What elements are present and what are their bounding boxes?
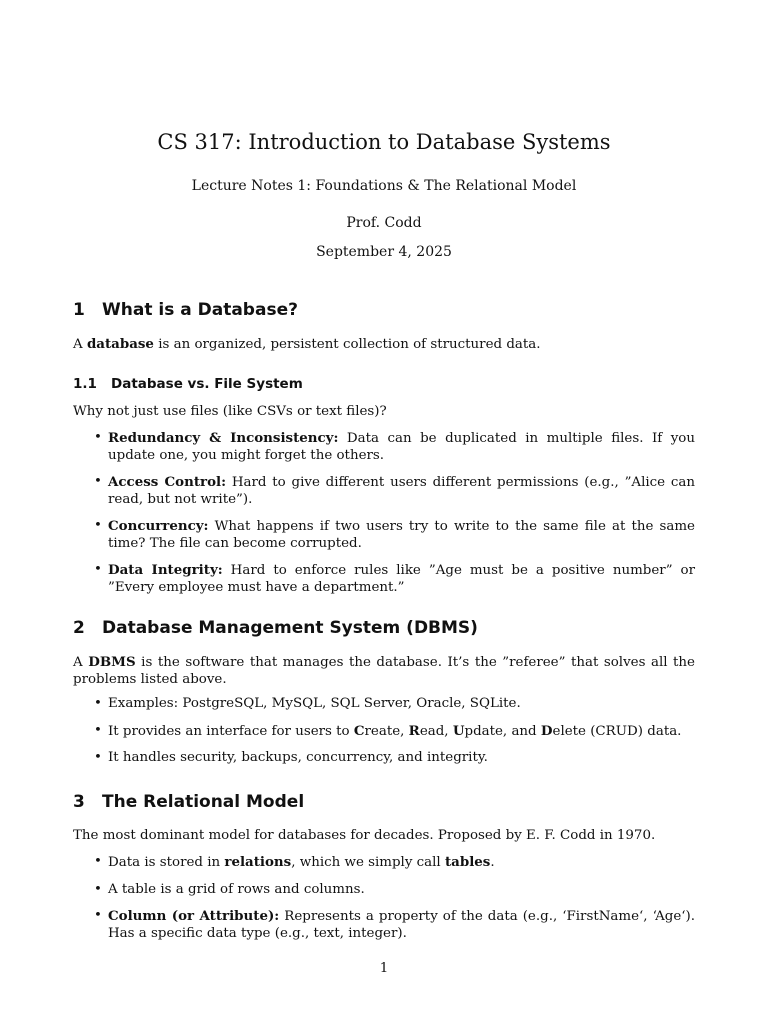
- bullet-icon: •: [94, 430, 102, 445]
- item-text: ead,: [419, 723, 453, 739]
- item-term: Access Control:: [108, 474, 227, 490]
- item-term: Concurrency:: [108, 518, 209, 534]
- bullet-icon: •: [94, 854, 102, 869]
- item-text: elete (CRUD) data.: [552, 723, 682, 739]
- bold-term: relations: [224, 854, 292, 870]
- section-title: What is a Database?: [102, 300, 298, 320]
- item-text: Data is stored in: [108, 855, 225, 870]
- bullet-icon: •: [94, 562, 102, 577]
- section-1-intro: [73, 336, 695, 354]
- bullet-icon: •: [94, 908, 102, 923]
- list-item: [73, 562, 695, 596]
- subsection-1-1-lead: Why not just use files (like CSVs or text files)?: [73, 404, 387, 419]
- item-text: What happens if two users try to write to the same file at the same time? The file can become corrupted.: [108, 519, 695, 551]
- relational-model-list: [73, 854, 695, 942]
- subsection-number: 1.1: [73, 376, 97, 392]
- bullet-icon: •: [94, 474, 102, 489]
- document-date: September 4, 2025: [316, 244, 452, 260]
- page-number: 1: [379, 961, 389, 976]
- list-item: [73, 750, 695, 767]
- item-term: Data Integrity:: [108, 562, 223, 578]
- text-run: A: [73, 337, 87, 352]
- section-3-heading: [73, 792, 304, 812]
- list-item: [73, 723, 695, 741]
- list-item: [73, 882, 695, 899]
- section-2-heading: [73, 618, 478, 638]
- item-text: It handles security, backups, concurrency, and integrity.: [108, 750, 488, 765]
- section-3-intro: The most dominant model for databases for decades. Proposed by E. F. Codd in 1970.: [73, 828, 656, 843]
- list-item: [73, 474, 695, 508]
- item-text: Examples: PostgreSQL, MySQL, SQL Server, Oracle, SQLite.: [108, 696, 521, 711]
- item-text: reate,: [364, 723, 409, 739]
- bullet-icon: •: [94, 881, 102, 897]
- bullet-icon: •: [94, 722, 102, 738]
- bold-term: database: [86, 336, 154, 352]
- item-text: , which we simply call: [291, 855, 445, 870]
- item-text: Data can be duplicated in multiple files. If you update one, you might forget the others.: [108, 431, 695, 463]
- section-number: 2: [73, 618, 85, 638]
- document-author: Prof. Codd: [346, 215, 422, 231]
- item-text: Hard to enforce rules like ”Age must be a positive number” or ”Every employee must have a department.”: [108, 563, 696, 595]
- item-text: .: [490, 855, 495, 870]
- subsection-1-1-heading: [73, 376, 303, 392]
- section-number: 1: [73, 300, 85, 320]
- list-item: [73, 696, 695, 713]
- item-text: Represents a property of the data (e.g., ‘FirstName‘, ‘Age‘). Has a specific data type (e.g., text, integer).: [108, 909, 695, 941]
- crud-letter: R: [408, 722, 420, 739]
- crud-letter: D: [540, 722, 553, 739]
- text-run: is the software that manages the database. It’s the ”referee” that solves all the problems listed above.: [73, 655, 695, 687]
- list-item: [73, 854, 695, 872]
- item-term: Redundancy & Inconsistency:: [108, 430, 339, 446]
- bullet-icon: •: [94, 518, 102, 533]
- crud-letter: C: [353, 722, 365, 739]
- list-item: [73, 518, 695, 552]
- bullet-icon: •: [94, 696, 102, 711]
- item-text: Hard to give different users different permissions (e.g., ”Alice can read, but not write”).: [108, 475, 695, 507]
- document-title: CS 317: Introduction to Database Systems: [157, 130, 611, 154]
- section-number: 3: [73, 792, 85, 812]
- item-text: It provides an interface for users to: [108, 723, 354, 739]
- item-term: Column (or Attribute):: [108, 908, 280, 924]
- list-item: [73, 430, 695, 464]
- file-system-problems-list: [73, 430, 695, 596]
- section-title: Database Management System (DBMS): [102, 618, 478, 638]
- text-run: is an organized, persistent collection of structured data.: [153, 337, 541, 352]
- dbms-list: [73, 696, 695, 767]
- text-run: A: [73, 655, 89, 670]
- bold-term: DBMS: [88, 654, 136, 670]
- subsection-title: Database vs. File System: [111, 376, 303, 392]
- section-1-heading: [73, 300, 298, 320]
- bold-term: tables: [444, 854, 491, 870]
- bullet-icon: •: [94, 750, 102, 765]
- item-text: A table is a grid of rows and columns.: [108, 881, 365, 897]
- section-title: The Relational Model: [102, 792, 305, 812]
- item-text: pdate, and: [464, 723, 541, 739]
- document-subtitle: Lecture Notes 1: Foundations & The Relational Model: [191, 178, 577, 194]
- section-2-intro: [73, 654, 695, 688]
- crud-letter: U: [452, 722, 465, 739]
- list-item: [73, 908, 695, 942]
